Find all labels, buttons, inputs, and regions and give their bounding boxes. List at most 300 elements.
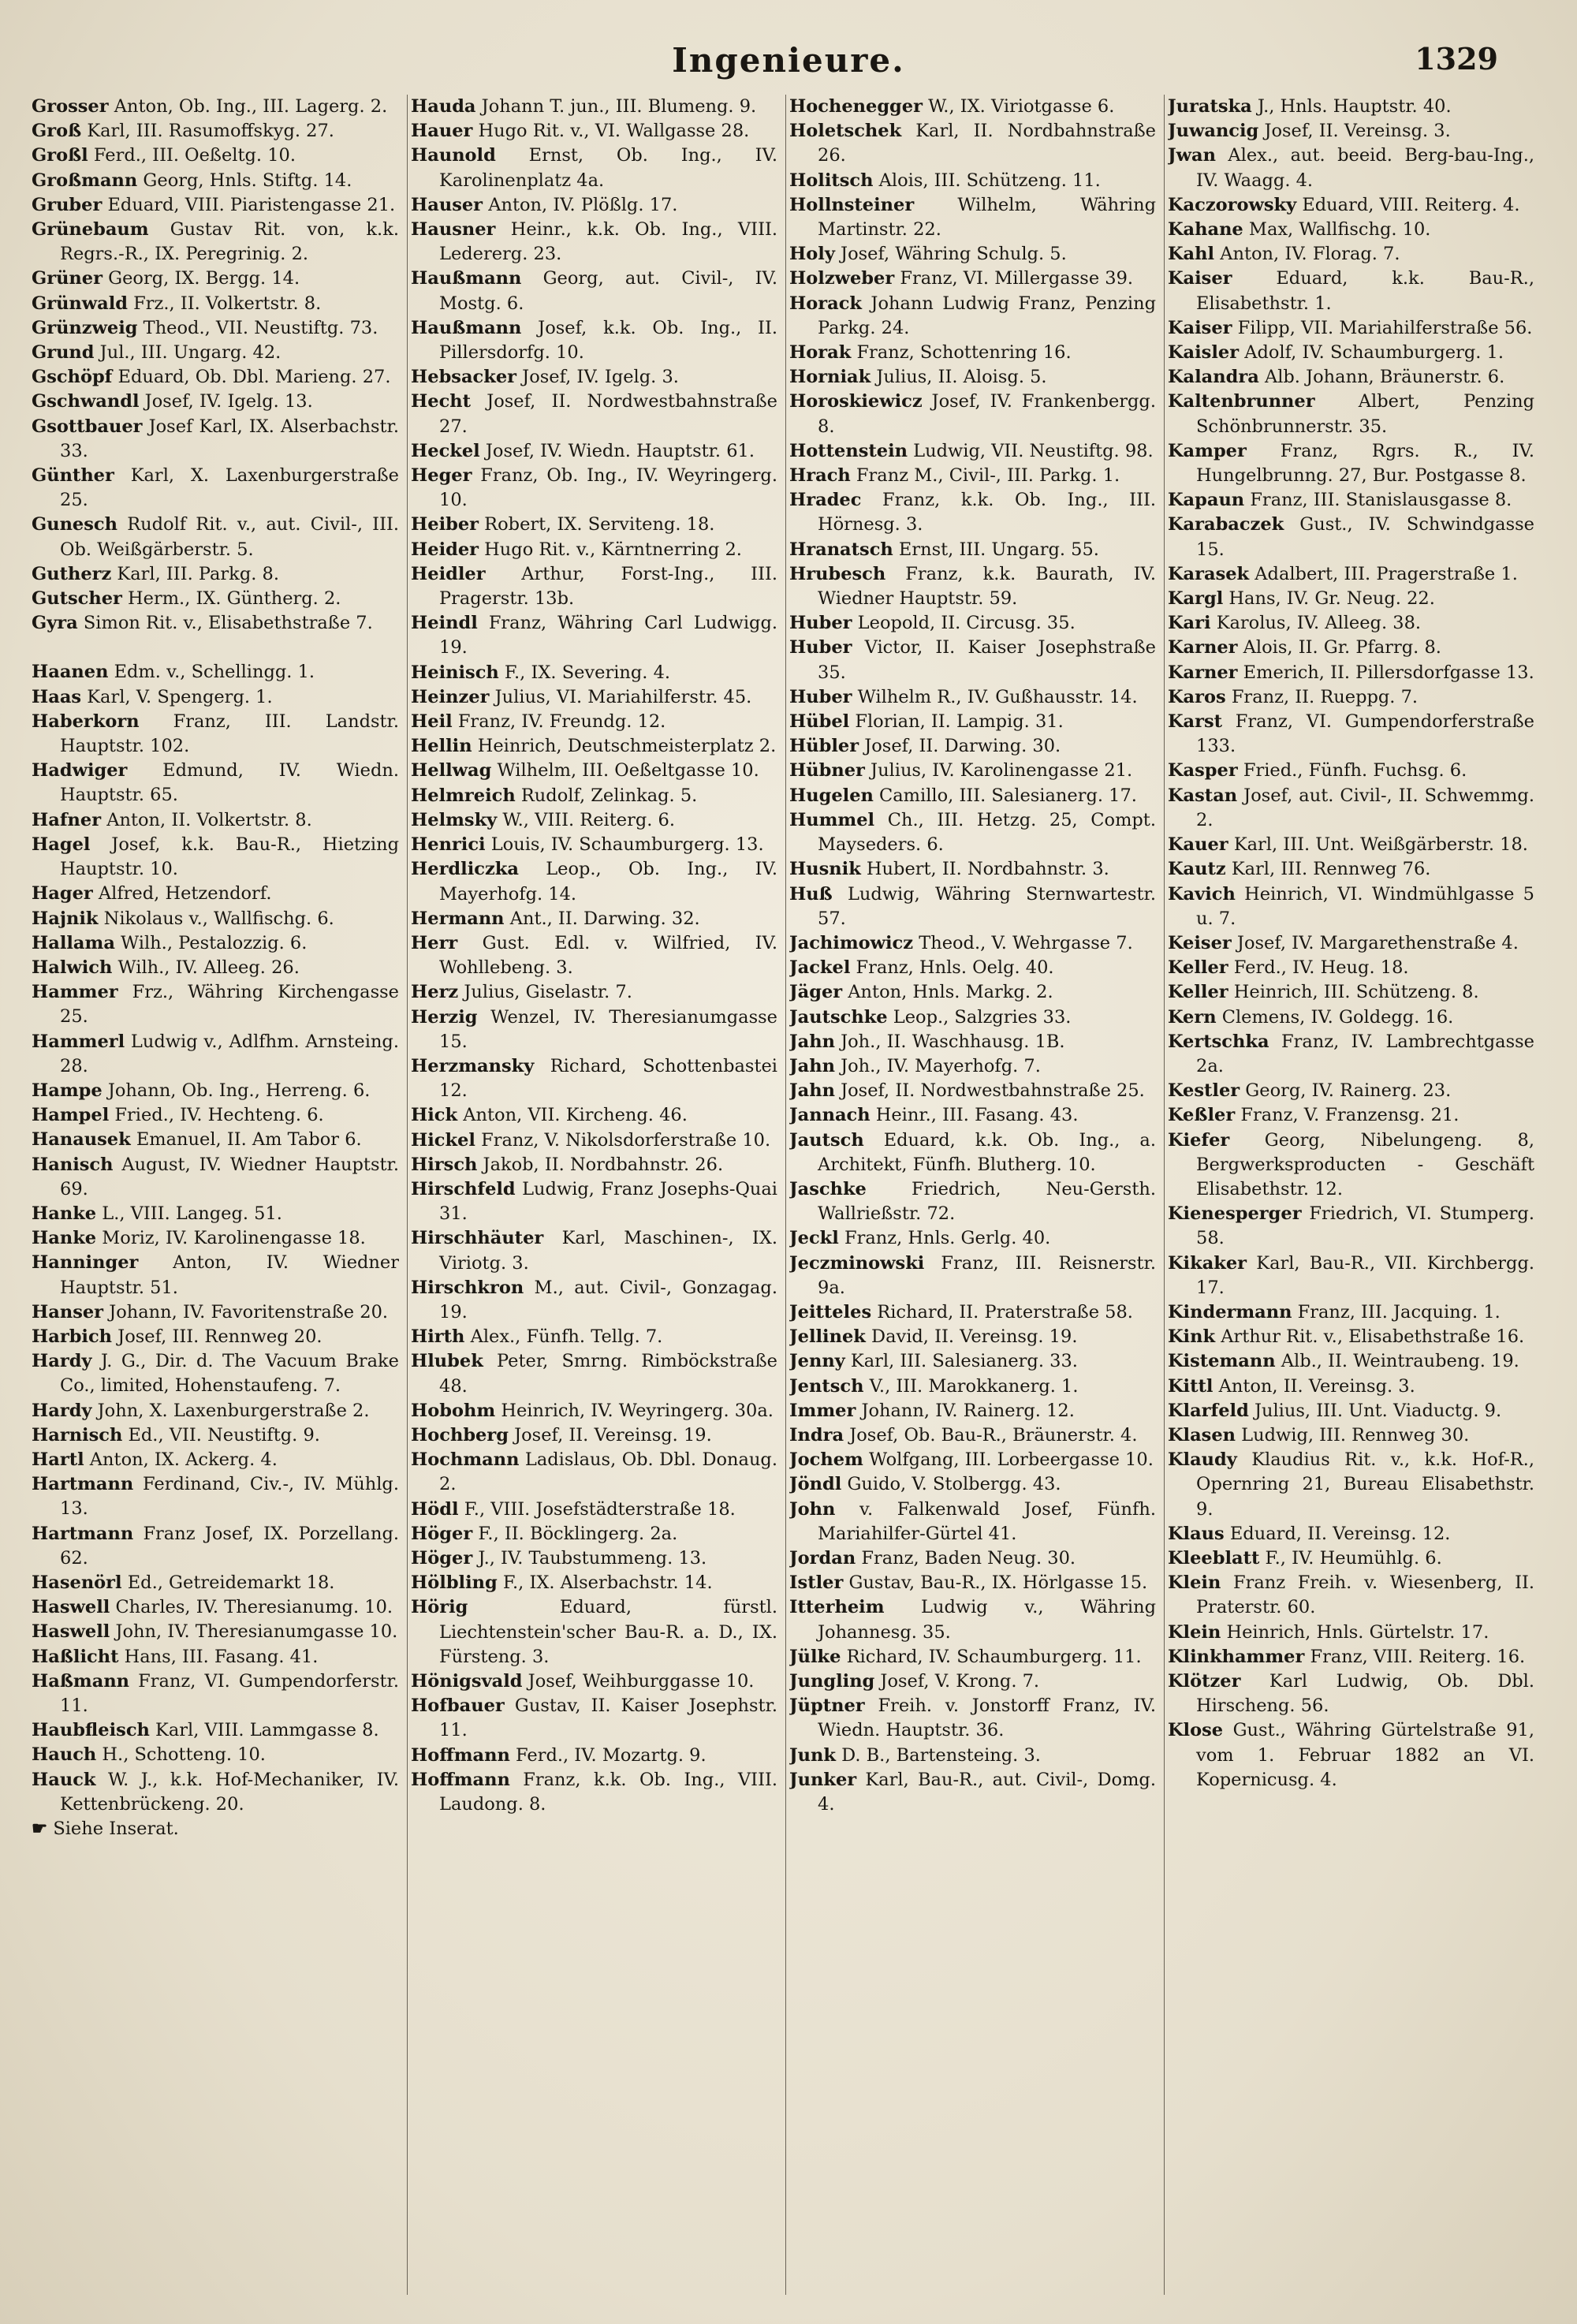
entry-name: Helmreich <box>411 785 516 806</box>
entry-details: Anton, Hnls. Markg. 2. <box>842 982 1053 1003</box>
directory-entry <box>1168 636 1534 660</box>
entry-name: Hebsacker <box>411 367 517 388</box>
entry-name: John <box>789 1498 836 1520</box>
entry-name: Karner <box>1168 662 1238 683</box>
directory-entry <box>411 1276 777 1325</box>
directory-entry <box>411 1768 777 1817</box>
directory-entry <box>411 562 777 611</box>
directory-entry <box>1168 1546 1534 1571</box>
directory-entry <box>32 1103 399 1128</box>
entry-details: Wilh., IV. Alleeg. 26. <box>112 957 300 978</box>
directory-entry <box>789 464 1156 488</box>
entry-name: Keiser <box>1168 932 1232 953</box>
entry-details: Friedrich, Neu-Gersth. Wallrießstr. 72. <box>818 1178 1156 1225</box>
entry-name: Hörig <box>411 1597 468 1618</box>
directory-entry <box>789 1546 1156 1571</box>
entry-details: Josef, II. Darwing. 30. <box>859 736 1061 757</box>
entry-details: Albert, Penzing Schönbrunnerstr. 35. <box>1196 391 1534 437</box>
directory-column <box>407 95 785 2295</box>
entry-details: Anton, IX. Ackerg. 4. <box>84 1449 278 1470</box>
directory-entry <box>32 169 399 193</box>
entry-details: Eduard, fürstl. Liechtenstein'scher Bau-R. a. D., IX. Fürsteng. 3. <box>439 1597 777 1667</box>
entry-name: Kari <box>1168 613 1211 634</box>
directory-entry <box>32 95 399 119</box>
entry-details: Ludwig, Währing Sternwartestr. 57. <box>818 883 1156 929</box>
directory-entry <box>32 1718 399 1743</box>
directory-entry <box>789 538 1156 562</box>
entry-name: Haberkorn <box>32 711 140 732</box>
directory-entry <box>32 1349 399 1398</box>
directory-entry <box>1168 1325 1534 1349</box>
directory-entry <box>1168 1005 1534 1030</box>
directory-entry <box>789 1054 1156 1079</box>
entry-details: Alois, III. Schützeng. 11. <box>873 170 1101 191</box>
entry-name: Kienesperger <box>1168 1203 1302 1225</box>
entry-name: Gutscher <box>32 588 122 610</box>
entry-name: Hoffmann <box>411 1769 510 1790</box>
directory-entry <box>32 218 399 267</box>
entry-name: Gschöpf <box>32 367 113 388</box>
directory-column <box>28 95 407 2295</box>
entry-name: Hobohm <box>411 1400 496 1421</box>
entry-name: Heiber <box>411 514 479 535</box>
entry-name: Kaczorowsky <box>1168 194 1297 215</box>
directory-entry <box>411 661 777 685</box>
directory-entry <box>411 784 777 808</box>
entry-name: Hauck <box>32 1769 96 1790</box>
entry-details: Josef, II. Nordwestbahnstraße 25. <box>834 1080 1145 1102</box>
entry-name: Hanninger <box>32 1252 139 1274</box>
entry-details: Josef, IV. Igelg. 3. <box>516 367 679 388</box>
entry-details: Rudolf Rit. v., aut. Civil-, III. Ob. Weißgärberstr. 5. <box>60 514 399 560</box>
entry-details: Karl, III. Rasumoffskyg. 27. <box>81 121 334 142</box>
directory-entry <box>411 1423 777 1448</box>
entry-details: John, X. Laxenburgerstraße 2. <box>91 1400 370 1421</box>
entry-details: J. G., Dir. d. The Vacuum Brake Co., limited, Hohenstaufeng. 7. <box>60 1351 399 1397</box>
entry-name: Klarfeld <box>1168 1400 1249 1421</box>
entry-details: Josef, Währing Schulg. 5. <box>834 244 1067 265</box>
entry-name: Heil <box>411 711 453 733</box>
entry-name: Hirth <box>411 1326 465 1348</box>
entry-name: Jochem <box>789 1449 863 1471</box>
entry-name: Haubfleisch <box>32 1720 150 1741</box>
directory-entry <box>411 1498 777 1522</box>
entry-name: Haußmann <box>411 317 522 338</box>
entry-details: Ferd., III. Oeßeltg. 10. <box>88 145 296 166</box>
entry-name: Junk <box>789 1744 836 1766</box>
entry-name: Jautschke <box>789 1006 888 1028</box>
directory-entry <box>1168 218 1534 242</box>
entry-name: Jenny <box>789 1351 845 1372</box>
directory-entry <box>1168 1202 1534 1251</box>
directory-entry <box>1168 390 1534 438</box>
entry-name: Holitsch <box>789 170 874 191</box>
entry-name: Kamper <box>1168 440 1247 461</box>
entry-details: Karl, Bau-R., VII. Kirchbergg. 17. <box>1196 1252 1534 1298</box>
directory-entry <box>1168 1128 1534 1203</box>
directory-entry <box>411 538 777 562</box>
entry-name: Holy <box>789 244 835 265</box>
directory-entry <box>411 685 777 710</box>
entry-name: Hellwag <box>411 760 492 782</box>
entry-details: Theod., V. Wehrgasse 7. <box>913 932 1133 953</box>
directory-entry <box>789 1645 1156 1669</box>
entry-name: Kaiser <box>1168 317 1232 338</box>
entry-name: Gyra <box>32 613 78 634</box>
entry-name: Hanke <box>32 1203 97 1224</box>
entry-details: Hugo Rit. v., VI. Wallgasse 28. <box>472 121 750 142</box>
directory-columns <box>28 95 1542 2295</box>
entry-name: Heinzer <box>411 686 490 707</box>
directory-entry <box>789 562 1156 611</box>
entry-details: Wilh., Pestalozzig. 6. <box>114 932 308 953</box>
entry-details: Herm., IX. Güntherg. 2. <box>121 588 341 610</box>
directory-entry <box>32 193 399 218</box>
directory-entry <box>1168 1079 1534 1103</box>
entry-name: Hajnik <box>32 908 99 929</box>
directory-entry <box>32 415 399 464</box>
entry-details: Friedrich, VI. Stumperg. 58. <box>1196 1203 1534 1249</box>
directory-entry <box>32 1226 399 1251</box>
entry-name: Jautsch <box>789 1129 864 1151</box>
directory-entry <box>411 439 777 464</box>
directory-entry <box>789 636 1156 685</box>
directory-entry <box>32 931 399 956</box>
entry-details: D. B., Bartensteing. 3. <box>835 1744 1041 1766</box>
directory-entry <box>1168 1423 1534 1448</box>
entry-name: Hauser <box>411 194 483 215</box>
directory-entry <box>32 1153 399 1202</box>
directory-entry <box>411 734 777 759</box>
entry-details: Franz, V. Nikolsdorferstraße 10. <box>475 1129 771 1151</box>
entry-details: Karl Ludwig, Ob. Dbl. Hirscheng. 56. <box>1196 1671 1534 1717</box>
directory-entry <box>1168 95 1534 119</box>
directory-entry <box>1168 267 1534 315</box>
directory-entry <box>411 1595 777 1669</box>
directory-entry <box>411 1226 777 1275</box>
directory-entry <box>789 193 1156 242</box>
entry-details: Georg, Nibelungeng. 8, Bergwerksproducten - Geschäft Elisabethstr. 12. <box>1196 1129 1534 1199</box>
entry-name: Hartl <box>32 1449 84 1470</box>
entry-details: Theod., VII. Neustiftg. 73. <box>137 317 378 338</box>
entry-name: Halwich <box>32 957 113 978</box>
directory-entry <box>1168 1300 1534 1325</box>
directory-entry <box>789 169 1156 193</box>
entry-details: Johann Ludwig Franz, Penzing Parkg. 24. <box>818 293 1156 338</box>
entry-details: Ferd., IV. Heug. 18. <box>1228 957 1409 979</box>
directory-entry <box>789 1423 1156 1448</box>
entry-name: Heider <box>411 539 479 560</box>
entry-details: Karl, Bau-R., aut. Civil-, Domg. 4. <box>818 1769 1156 1815</box>
directory-entry <box>32 390 399 414</box>
entry-details: Johann T. jun., III. Blumeng. 9. <box>475 96 757 117</box>
entry-name: Kestler <box>1168 1080 1240 1102</box>
directory-entry <box>411 1325 777 1349</box>
directory-entry <box>1168 857 1534 882</box>
directory-entry <box>411 1103 777 1128</box>
entry-name: Horniak <box>789 367 871 388</box>
entry-name: Groß <box>32 121 82 142</box>
entry-details: Wilhelm, III. Oeßeltgasse 10. <box>491 760 759 782</box>
entry-name: Hartmann <box>32 1474 134 1495</box>
entry-details: Ludwig, VII. Neustiftg. 98. <box>908 440 1154 461</box>
entry-name: Junker <box>789 1769 857 1790</box>
directory-entry <box>1168 956 1534 980</box>
entry-name: Kahane <box>1168 219 1243 241</box>
directory-entry <box>789 242 1156 267</box>
entry-name: Hecht <box>411 391 472 412</box>
directory-entry <box>1168 1621 1534 1645</box>
entry-name: Kautz <box>1168 859 1226 880</box>
directory-entry <box>1168 242 1534 267</box>
entry-details: Anton, VII. Kircheng. 46. <box>457 1105 688 1126</box>
directory-entry <box>789 292 1156 341</box>
entry-details: F., VIII. Josefstädterstraße 18. <box>458 1498 736 1520</box>
entry-details: Victor, II. Kaiser Josephstraße 35. <box>818 637 1156 683</box>
entry-details: Alb., II. Weintraubeng. 19. <box>1275 1351 1519 1372</box>
directory-entry <box>789 1349 1156 1374</box>
entry-details: Karl, III. Unt. Weißgärberstr. 18. <box>1228 834 1528 856</box>
directory-entry <box>1168 144 1534 192</box>
entry-details: Emerich, II. Pillersdorfgasse 13. <box>1237 662 1534 683</box>
directory-entry <box>789 1669 1156 1694</box>
directory-entry <box>789 857 1156 882</box>
entry-name: Karos <box>1168 686 1226 707</box>
directory-entry <box>789 95 1156 119</box>
directory-entry <box>789 1448 1156 1472</box>
entry-details: F., II. Böcklingerg. 2a. <box>472 1523 678 1544</box>
entry-name: Hanke <box>32 1228 97 1249</box>
entry-details: Karl, III. Parkg. 8. <box>111 563 279 584</box>
entry-name: Juratska <box>1168 96 1252 117</box>
entry-details: Karl, Maschinen-, IX. Viriotg. 3. <box>439 1228 777 1274</box>
directory-entry <box>789 1226 1156 1251</box>
directory-entry <box>32 980 399 1029</box>
entry-name: Hampe <box>32 1080 103 1101</box>
entry-details: Edm. v., Schellingg. 1. <box>108 662 315 683</box>
directory-entry <box>32 1300 399 1325</box>
entry-details: Jul., III. Ungarg. 42. <box>94 342 281 364</box>
entry-details: Alex., aut. beeid. Berg-bau-Ing., IV. Waagg. 4. <box>1196 145 1534 191</box>
entry-details: Ferdinand, Civ.-, IV. Mühlg. 13. <box>60 1474 399 1520</box>
directory-entry <box>411 931 777 980</box>
entry-details: Franz, k.k. Ob. Ing., VIII. Laudong. 8. <box>439 1769 777 1815</box>
directory-entry <box>1168 685 1534 710</box>
entry-details: Joh., IV. Mayerhofg. 7. <box>834 1055 1041 1076</box>
entry-details: Karolus, IV. Alleeg. 38. <box>1210 613 1422 634</box>
entry-name: Kahl <box>1168 244 1215 265</box>
entry-details: Gust. Edl. v. Wilfried, IV. Wohllebeng. 3. <box>439 932 777 979</box>
entry-details: W. J., k.k. Hof-Mechaniker, IV. Kettenbrückeng. 20. <box>60 1769 399 1815</box>
directory-entry <box>32 1079 399 1103</box>
entry-name: Huber <box>789 686 852 707</box>
entry-name: Jeczminowski <box>789 1252 925 1274</box>
entry-details: Fried., Fünfh. Fuchsg. 6. <box>1237 760 1467 782</box>
directory-entry <box>1168 341 1534 365</box>
entry-name: Keller <box>1168 957 1228 979</box>
entry-name: Klose <box>1168 1720 1224 1741</box>
entry-details: Johann, IV. Favoritenstraße 20. <box>103 1301 389 1322</box>
entry-name: Keller <box>1168 982 1228 1003</box>
directory-entry <box>411 1744 777 1768</box>
entry-details: Franz, V. Franzensg. 21. <box>1235 1105 1460 1126</box>
directory-entry <box>789 882 1156 931</box>
entry-name: Jaschke <box>789 1178 867 1199</box>
entry-name: Hochmann <box>411 1449 520 1471</box>
entry-name: Kiefer <box>1168 1129 1230 1151</box>
entry-details: Adalbert, III. Pragerstraße 1. <box>1249 563 1518 584</box>
entry-details: Gustav, Bau-R., IX. Hörlgasse 15. <box>843 1572 1148 1594</box>
entry-name: Keßler <box>1168 1105 1236 1126</box>
directory-entry <box>789 734 1156 759</box>
entry-details: Franz, Ob. Ing., IV. Weyringerg. 10. <box>439 465 777 511</box>
entry-name: Hardy <box>32 1400 92 1421</box>
directory-entry <box>789 611 1156 636</box>
entry-details: Josef, III. Rennweg 20. <box>112 1326 322 1347</box>
entry-details: Gust., IV. Schwindgasse 15. <box>1196 514 1534 560</box>
entry-name: Jüptner <box>789 1695 865 1717</box>
entry-details: Heinrich, Hnls. Gürtelstr. 17. <box>1221 1621 1489 1643</box>
directory-entry <box>1168 1252 1534 1300</box>
entry-name: Jahn <box>789 1055 835 1076</box>
entry-details: Eduard, VIII. Piaristengasse 21. <box>102 194 396 215</box>
entry-details: F., IX. Alserbachstr. 14. <box>497 1572 713 1594</box>
entry-details: Karl, VIII. Lammgasse 8. <box>149 1720 379 1741</box>
entry-name: Grünzweig <box>32 317 138 338</box>
directory-entry <box>32 1571 399 1595</box>
entry-name: Grüner <box>32 268 103 289</box>
entry-details: Clemens, IV. Goldegg. 16. <box>1216 1006 1454 1028</box>
directory-entry <box>32 365 399 390</box>
entry-name: Jeitteles <box>789 1301 872 1322</box>
entry-name: Kapaun <box>1168 490 1245 511</box>
directory-entry <box>32 513 399 561</box>
entry-name: Grünwald <box>32 293 129 314</box>
directory-entry <box>1168 661 1534 685</box>
directory-entry <box>1168 488 1534 513</box>
directory-entry <box>789 1079 1156 1103</box>
entry-name: Hickel <box>411 1129 475 1151</box>
entry-details: v. Falkenwald Josef, Fünfh. Mariahilfer-Gürtel 41. <box>818 1498 1156 1544</box>
entry-details: Karl, III. Salesianerg. 33. <box>844 1351 1078 1372</box>
directory-entry <box>32 1448 399 1472</box>
directory-entry <box>411 1054 777 1103</box>
directory-entry <box>789 1744 1156 1768</box>
entry-details: Franz, VI. Gumpendorferstr. 11. <box>60 1670 399 1716</box>
entry-name: Haswell <box>32 1597 110 1618</box>
entry-name: Herr <box>411 932 458 953</box>
entry-name: Hanser <box>32 1301 104 1322</box>
entry-details: Peter, Smrng. Rimböckstraße 48. <box>439 1351 777 1397</box>
directory-entry <box>789 1325 1156 1349</box>
entry-details: Franz, Schottenring 16. <box>851 342 1072 364</box>
entry-details: Franz, k.k. Baurath, IV. Wiedner Hauptstr. 59. <box>818 563 1156 610</box>
entry-details: Anton, Ob. Ing., III. Lagerg. 2. <box>108 96 388 117</box>
entry-details: Karl, II. Nordbahnstraße 26. <box>818 121 1156 166</box>
directory-entry <box>32 882 399 906</box>
entry-name: Gsottbauer <box>32 416 143 437</box>
entry-details: Josef, II. Vereinsg. 3. <box>1258 121 1451 142</box>
entry-name: Immer <box>789 1400 856 1421</box>
directory-entry <box>1168 365 1534 390</box>
directory-entry <box>1168 1375 1534 1399</box>
directory-entry <box>789 341 1156 365</box>
directory-entry <box>411 193 777 218</box>
entry-name: Jellinek <box>789 1326 866 1348</box>
directory-entry <box>1168 1349 1534 1374</box>
entry-name: Holetschek <box>789 121 902 142</box>
directory-entry <box>789 1595 1156 1644</box>
directory-entry <box>411 1005 777 1054</box>
directory-entry <box>32 1251 399 1300</box>
directory-entry <box>411 95 777 119</box>
entry-details: Franz, IV. Freundg. 12. <box>452 711 666 733</box>
entry-name: Harnisch <box>32 1424 123 1446</box>
entry-details: Franz, VIII. Reiterg. 16. <box>1304 1646 1526 1667</box>
entry-details: Nikolaus v., Wallfischg. 6. <box>98 908 334 929</box>
entry-name: Indra <box>789 1424 844 1446</box>
entry-name: Klinkhammer <box>1168 1646 1305 1667</box>
entry-details: Emanuel, II. Am Tabor 6. <box>130 1129 362 1151</box>
entry-name: Harbich <box>32 1326 113 1347</box>
directory-entry <box>32 907 399 931</box>
entry-name: Höger <box>411 1523 473 1544</box>
entry-name: Klötzer <box>1168 1671 1241 1692</box>
entry-details: Ludwig v., Adlfhm. Arnsteing. 28. <box>60 1031 399 1076</box>
entry-details: Simon Rit. v., Elisabethstraße 7. <box>77 613 373 634</box>
entry-details: Hans, III. Fasang. 41. <box>118 1646 319 1667</box>
directory-entry <box>1168 784 1534 833</box>
entry-details: Max, Wallfischg. 10. <box>1243 219 1431 241</box>
entry-name: Karabaczek <box>1168 514 1284 535</box>
entry-details: Josef, IV. Igelg. 13. <box>139 391 313 412</box>
entry-details: Karl, X. Laxenburgerstraße 25. <box>60 465 399 511</box>
directory-entry <box>411 119 777 144</box>
entry-name: Hödl <box>411 1498 459 1520</box>
entry-details: Georg, aut. Civil-, IV. Mostg. 6. <box>439 268 777 314</box>
directory-entry <box>1168 1399 1534 1423</box>
entry-details: Guido, V. Stolbergg. 43. <box>841 1474 1061 1495</box>
entry-details: Ernst, Ob. Ing., IV. Karolinenplatz 4a. <box>439 145 777 191</box>
entry-details: Julius, IV. Karolinengasse 21. <box>864 760 1133 782</box>
entry-details: Heinr., III. Fasang. 43. <box>870 1105 1079 1126</box>
entry-name: Klasen <box>1168 1424 1236 1446</box>
entry-details: Anton, II. Vereinsg. 3. <box>1213 1375 1415 1397</box>
entry-details: Alb. Johann, Bräunerstr. 6. <box>1258 367 1505 388</box>
entry-details: M., aut. Civil-, Gonzagag. 19. <box>439 1277 777 1322</box>
directory-entry <box>411 1546 777 1571</box>
directory-entry <box>789 784 1156 808</box>
directory-entry <box>1168 562 1534 587</box>
entry-details: Ferd., IV. Mozartg. 9. <box>509 1744 706 1766</box>
entry-name: Kindermann <box>1168 1301 1292 1322</box>
directory-entry <box>411 907 777 931</box>
entry-name: Jentsch <box>789 1375 864 1397</box>
entry-name: Heidler <box>411 563 486 584</box>
directory-entry <box>1168 439 1534 488</box>
entry-name: Hardy <box>32 1351 92 1372</box>
page-number: 1329 <box>1415 41 1498 76</box>
entry-name: Grosser <box>32 96 109 117</box>
directory-entry <box>32 611 399 636</box>
directory-entry <box>1168 980 1534 1005</box>
entry-details: W., VIII. Reiterg. 6. <box>497 809 676 830</box>
entry-name: Kavich <box>1168 883 1236 905</box>
directory-entry <box>411 808 777 833</box>
entry-details: Anton, II. Volkertstr. 8. <box>101 809 312 830</box>
entry-details: Johann, IV. Rainerg. 12. <box>856 1400 1075 1421</box>
entry-name: Haßlicht <box>32 1646 119 1667</box>
